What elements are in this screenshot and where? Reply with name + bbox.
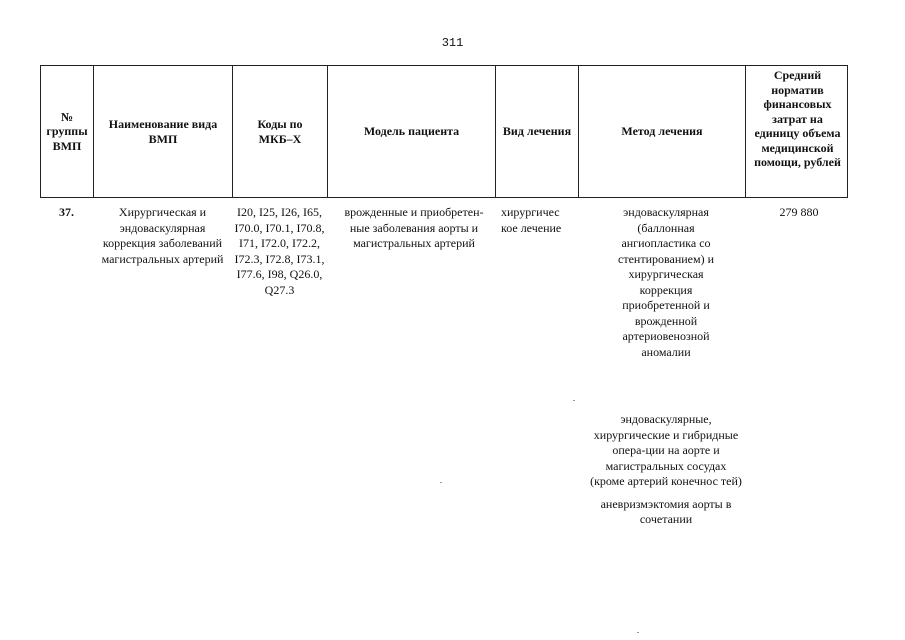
scan-speck [440, 482, 442, 483]
method-item: эндоваскулярные, хирургические и гибридные опера-ции на аорте и магистральных сосудах (кроме артерий конечнос тей) [590, 412, 742, 488]
header-treatment-method: Метод лечения [579, 66, 746, 197]
vmp-name: Хирургическая и эндоваскулярная коррекция заболеваний магистральных артерий [101, 205, 224, 266]
patient-model: врожденные и приобретен-ные заболевания аорты и магистральных артерий [344, 205, 484, 250]
treatment-methods [583, 205, 749, 528]
header-vmp-name: Наименование вида ВМП [94, 66, 233, 197]
table-header [40, 65, 848, 198]
scan-speck [573, 400, 575, 401]
icd-codes: I20, I25, I26, I65, I70.0, I70.1, I70.8, I71, I72.0, I72.2, I72.3, I72.8, I73.1, I77.6, I98, Q26.0, Q27.3 [234, 205, 325, 297]
header-group-number: № группы ВМП [41, 66, 94, 197]
method-item: эндоваскулярная (баллонная ангиопластика со стентированием) и хирургическая коррекция приобретенной и врожденной артериовенозной аномалии [618, 205, 714, 359]
scan-speck [637, 632, 639, 633]
group-number: 37. [59, 205, 74, 219]
method-item: аневризмэктомия аорты в сочетании [600, 496, 732, 526]
page-number: 311 [441, 36, 464, 50]
average-cost: 279 880 [779, 205, 819, 219]
header-patient-model: Модель пациента [328, 66, 496, 197]
header-average-cost: Средний норматив финансовых затрат на единицу объема медицинской помощи, рублей [754, 68, 841, 169]
treatment-kind: хирургичес кое лечение [501, 205, 562, 235]
header-icd-codes: Коды по МКБ–Х [233, 66, 328, 197]
header-treatment-kind: Вид лечения [496, 66, 579, 197]
